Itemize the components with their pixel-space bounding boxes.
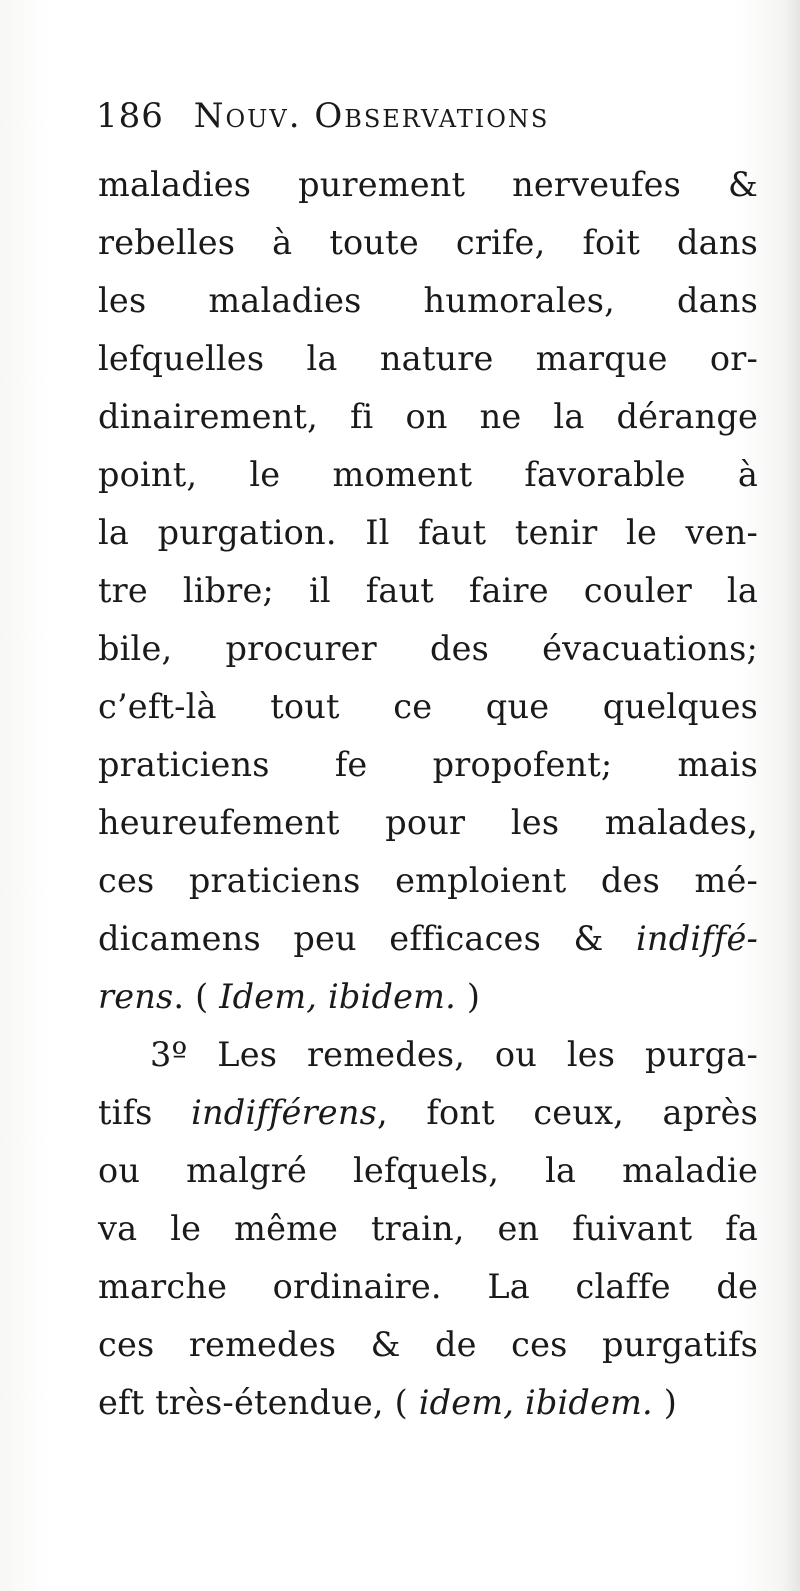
- text-line: marche ordinaire. La claffe de: [98, 1267, 758, 1306]
- running-title: Nouv. Observations: [193, 96, 550, 136]
- text-line: point, le moment favorable à: [98, 455, 758, 494]
- text-line: ces praticiens emploient des mé-: [98, 861, 758, 900]
- italic-run: indifférens: [191, 1093, 377, 1132]
- text-line: [98, 1374, 758, 1432]
- running-header: [96, 96, 736, 146]
- text-line: heureufement pour les malades,: [98, 803, 758, 842]
- text-line: [98, 968, 758, 1026]
- text-run: eft très-étendue, (: [98, 1383, 419, 1422]
- text-line: [98, 1084, 758, 1142]
- text-line: rebelles à toute crife, foit dans: [98, 223, 758, 262]
- text-line: la purgation. Il faut tenir le ven-: [98, 513, 758, 552]
- italic-run: idem, ibidem.: [418, 1383, 653, 1422]
- text-line: lefquelles la nature marque or-: [98, 339, 758, 378]
- italic-run: indiffé-: [636, 919, 758, 958]
- text-line: [98, 910, 758, 968]
- text-line: 3º Les remedes, ou les purga-: [150, 1035, 758, 1074]
- text-line: ou malgré lefquels, la maladie: [98, 1151, 758, 1190]
- italic-run: Idem, ibidem.: [219, 977, 456, 1016]
- text-run: , font ceux, après: [377, 1093, 759, 1132]
- text-line: tre libre; il faut faire couler la: [98, 571, 758, 610]
- text-run: . (: [173, 977, 220, 1016]
- text-line: ces remedes & de ces purgatifs: [98, 1325, 758, 1364]
- text-line: c’eft-là tout ce que quelques: [98, 687, 758, 726]
- text-line: bile, procurer des évacuations;: [98, 629, 758, 668]
- text-line: les maladies humorales, dans: [98, 281, 758, 320]
- text-run: ): [652, 1383, 678, 1422]
- text-run: dicamens peu efficaces &: [98, 919, 636, 958]
- text-run: tifs: [98, 1093, 192, 1132]
- page-edge-shadow: [782, 0, 800, 1591]
- text-line: praticiens fe propofent; mais: [98, 745, 758, 784]
- page-number: 186: [96, 96, 164, 136]
- text-line: dinairement, fi on ne la dérange: [98, 397, 758, 436]
- italic-run: rens: [98, 977, 174, 1016]
- text-run: ): [455, 977, 481, 1016]
- text-line: va le même train, en fuivant fa: [98, 1209, 758, 1248]
- body-text: [98, 156, 758, 1432]
- text-line: maladies purement nerveufes &: [98, 165, 758, 204]
